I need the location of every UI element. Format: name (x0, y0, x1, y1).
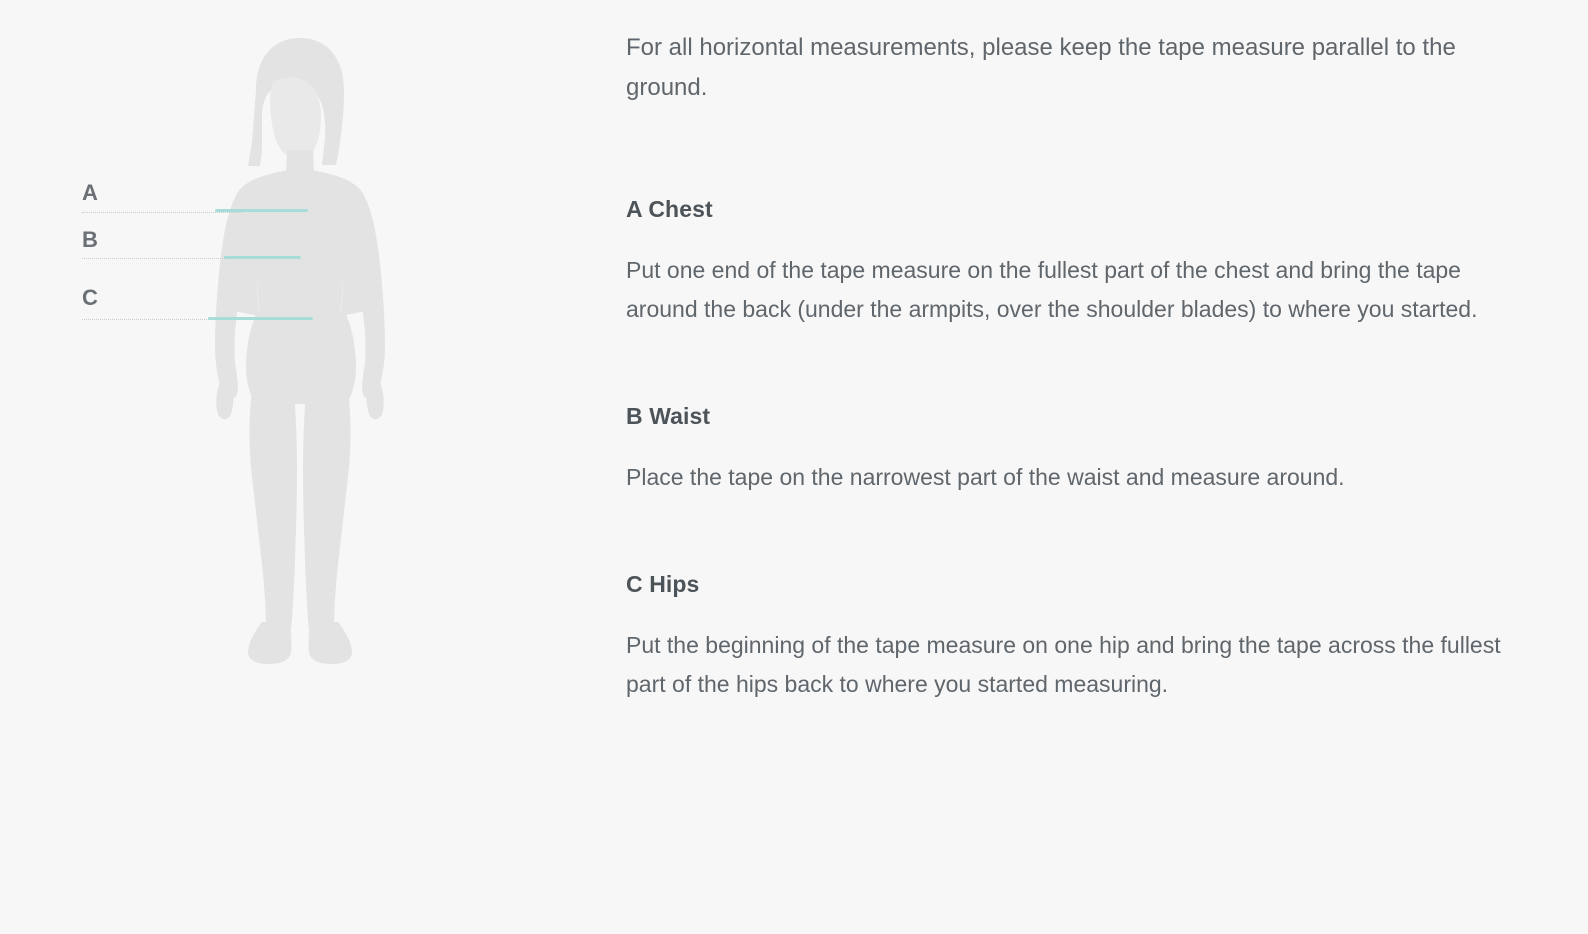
section-body-waist: Place the tape on the narrowest part of the waist and measure around. (626, 464, 1345, 490)
section-body-chest: Put one end of the tape measure on the fullest part of the chest and bring the tape around the back (under the armpits, over the shoulder blades) to where you started. (626, 257, 1478, 322)
section-title-waist: B Waist (626, 403, 711, 429)
section-body-hips: Put the beginning of the tape measure on one hip and bring the tape across the fullest part of the hips back to where you started measuring. (626, 632, 1501, 697)
intro-text: For all horizontal measurements, please keep the tape measure parallel to the ground. (626, 34, 1456, 101)
tape-line-chest (215, 209, 308, 212)
measurement-label-b: B (82, 227, 99, 252)
measurement-label-a: A (82, 180, 99, 205)
section-chest (626, 196, 1528, 329)
leader-line-a (82, 212, 242, 213)
tape-line-hips (208, 317, 313, 320)
section-hips (626, 571, 1528, 704)
measurement-diagram (0, 0, 600, 934)
body-silhouette-icon (60, 30, 540, 670)
diagram-stage (60, 30, 540, 670)
tape-line-waist (224, 256, 301, 259)
section-title-chest: A Chest (626, 196, 713, 222)
section-waist (626, 403, 1528, 497)
section-title-hips: C Hips (626, 571, 700, 597)
measurement-label-c: C (82, 285, 99, 310)
measuring-instructions (600, 0, 1588, 934)
